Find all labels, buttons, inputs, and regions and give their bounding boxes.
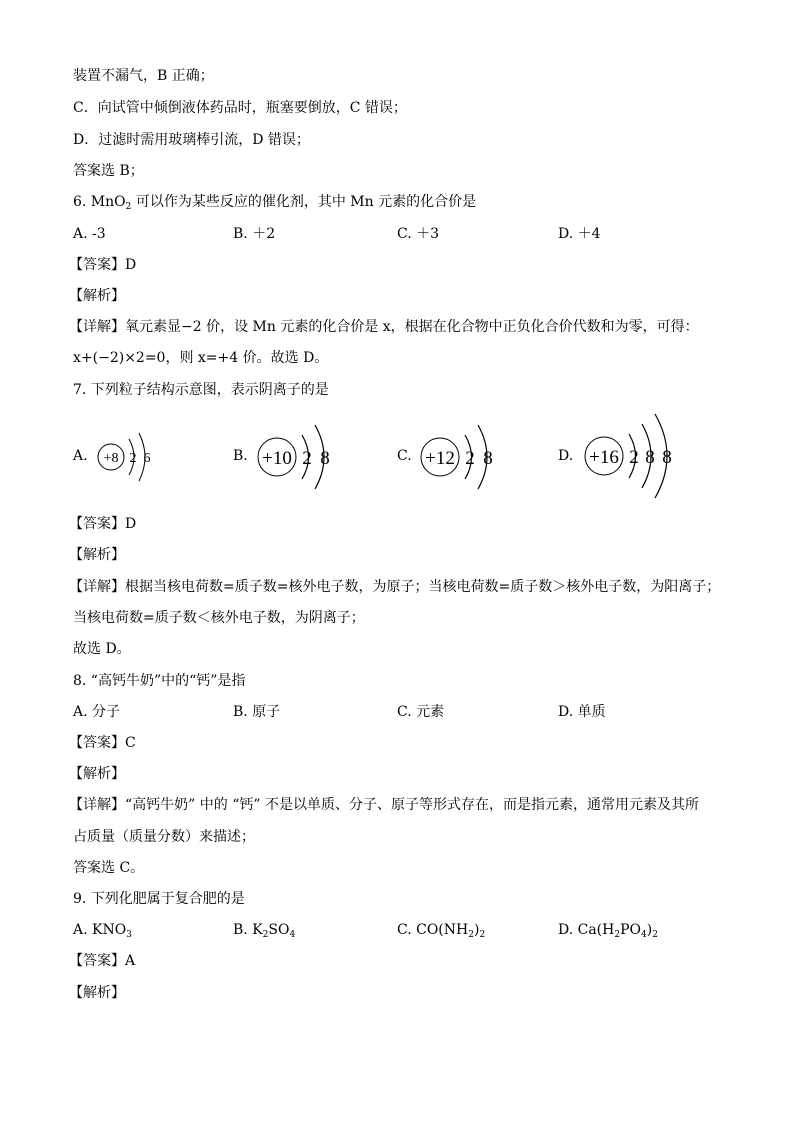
shell-electron-count: 8 (662, 447, 672, 468)
option-d: D. 单质 (558, 704, 606, 720)
option-a: A. -3 (73, 226, 106, 242)
answer-line (69, 734, 136, 752)
diagram-label-d: D. (558, 448, 574, 464)
diagram-label-a: A. (73, 448, 88, 464)
detail-tag: 【详解】 (69, 797, 125, 813)
atom-diagram-a (95, 425, 165, 489)
detail-line: 【详解】根据当核电荷数=质子数=核外电子数，为原子；当核电荷数=质子数＞核外电子数，为阳离子； (69, 579, 721, 595)
nucleus-charge: +10 (262, 448, 292, 469)
shell-electron-count: 2 (302, 448, 312, 469)
text-line: 装置不漏气，B 正确； (73, 68, 214, 84)
analysis-tag: 【解析】 (69, 288, 125, 304)
answer-tag: 【答案】 (69, 257, 125, 273)
answer-value: D (125, 516, 137, 532)
text-line: C．向试管中倾倒液体药品时，瓶塞要倒放，C 错误； (73, 100, 407, 116)
detail-line: 答案选 C。 (73, 860, 145, 876)
detail-line: 【详解】“高钙牛奶” 中的 “钙” 不是以单质、分子、原子等形式存在，而是指元素，通常用元素及其所 (69, 797, 699, 813)
answer-tag: 【答案】 (69, 735, 125, 751)
answer-line (69, 952, 135, 970)
detail-line: 【详解】氧元素显−2 价，设 Mn 元素的化合价是 x，根据在化合物中正负化合价代数和为零，可得： (69, 319, 699, 335)
detail-tag: 【详解】 (69, 319, 125, 335)
detail-line: x+(−2)×2=0，则 x=+4 价。故选 D。 (73, 350, 329, 366)
question-8-stem: 8. “高钙牛奶”中的“钙”是指 (73, 673, 246, 689)
analysis-tag: 【解析】 (69, 547, 125, 563)
shell-electron-count: 8 (483, 448, 493, 469)
option-c: C. 元素 (397, 704, 445, 720)
nucleus-charge: +12 (425, 448, 455, 469)
analysis-tag: 【解析】 (69, 985, 125, 1001)
answer-value: C (125, 735, 136, 751)
answer-line (69, 256, 136, 274)
answer-value: A (125, 953, 136, 969)
question-7-stem: 7. 下列粒子结构示意图，表示阴离子的是 (73, 382, 329, 398)
option-d: D. $Ca(H_2PO_4)_2$ (558, 922, 658, 940)
shell-electron-count: 8 (645, 447, 655, 468)
option-d: D. ＋4 (558, 226, 601, 242)
detail-line: 故选 D。 (73, 641, 131, 657)
option-a: A. 分子 (73, 704, 121, 720)
atom-diagram-c (418, 415, 508, 499)
shell-electron-count: 2 (629, 447, 639, 468)
shell-electron-count: 8 (320, 448, 330, 469)
question-9-stem: 9. 下列化肥属于复合肥的是 (73, 891, 245, 907)
option-c: C. ＋3 (397, 226, 440, 242)
nucleus-charge: +16 (589, 447, 619, 468)
answer-tag: 【答案】 (69, 516, 125, 532)
nucleus-charge: +8 (103, 451, 119, 466)
detail-tag: 【详解】 (69, 579, 125, 595)
option-a: A. $KNO_3$ (73, 922, 132, 940)
shell-electron-count: 2 (465, 448, 475, 469)
answer-tag: 【答案】 (69, 953, 125, 969)
detail-line: 当核电荷数=质子数＜核外电子数，为阴离子； (73, 610, 365, 626)
answer-value: D (125, 257, 137, 273)
shell-electron-count: 2 (129, 451, 137, 466)
atom-diagram-b (255, 415, 345, 499)
analysis-tag: 【解析】 (69, 766, 125, 782)
detail-line: 占质量（质量分数）来描述； (73, 829, 255, 845)
atom-diagram-d (580, 410, 690, 502)
option-b: B. ＋2 (233, 226, 276, 242)
diagram-label-b: B. (233, 448, 248, 464)
shell-electron-count: 6 (143, 451, 151, 466)
option-b: B. 原子 (233, 704, 281, 720)
diagram-label-c: C. (397, 448, 412, 464)
text-line: 答案选 B； (73, 163, 144, 179)
option-c: C. $CO(NH_2)_2$ (397, 922, 486, 940)
text-line: D．过滤时需用玻璃棒引流，D 错误； (73, 132, 310, 148)
question-6-stem: 6. MnO$_2$ 可以作为某些反应的催化剂，其中 Mn 元素的化合价是 (73, 194, 477, 212)
option-b: B. $K_2SO_4$ (233, 922, 296, 940)
answer-line (69, 515, 136, 533)
